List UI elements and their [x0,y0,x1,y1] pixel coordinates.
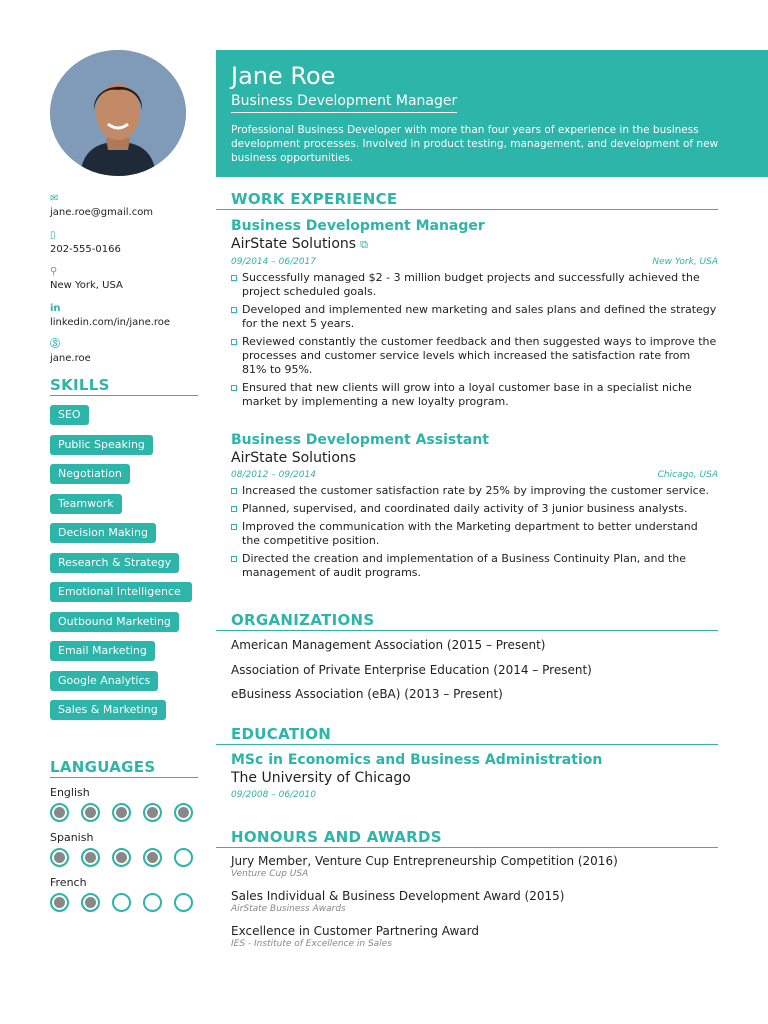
skill-tag: Sales & Marketing [50,700,166,720]
profile-summary: Professional Business Developer with more than four years of experience in the business development processes. Involved in product testing, management, and development of new business opportunities. [231,124,719,164]
award-organization: IES - Institute of Excellence in Sales [231,939,392,949]
achievement-item: Increased the customer satisfaction rate by 25% by improving the customer service. [231,484,718,498]
job-achievements [231,484,718,580]
language-name: Spanish [50,831,94,844]
job-entry-meta [231,469,718,481]
skill-tag: Outbound Marketing [50,612,179,632]
education-heading: EDUCATION [216,725,718,745]
job-entry-company [231,235,718,254]
level-dot-filled [50,848,69,867]
email-icon: ✉ [50,193,59,204]
level-dot-filled [81,803,100,822]
resume-header [216,50,768,177]
skype-icon: Ⓢ [50,339,60,350]
phone-icon: ▯ [50,229,56,241]
level-dot-filled [50,893,69,912]
contact-linkedin-text[interactable]: linkedin.com/in/jane.roe [50,316,171,328]
award-title: Sales Individual & Business Development Award (2015) [231,889,565,903]
achievement-item: Directed the creation and implementation of a Business Continuity Plan, and the management of audit programs. [231,552,718,580]
language-item [50,876,210,921]
work-experience-heading: WORK EXPERIENCE [216,190,718,210]
award-organization: AirState Business Awards [231,904,346,914]
skill-tag: Teamwork [50,494,122,514]
skill-tag: Google Analytics [50,671,158,691]
job-entry [231,431,718,584]
level-dot-filled [174,803,193,822]
job-achievements [231,271,718,409]
level-dot-empty [112,893,131,912]
achievement-item: Developed and implemented new marketing and sales plans and defined the strategy for the next 5 years. [231,303,718,331]
skill-tag: SEO [50,405,89,425]
languages-list [50,786,210,921]
skill-tag: Negotiation [50,464,130,484]
level-dot-empty [143,893,162,912]
skill-tag: Public Speaking [50,435,153,455]
contact-skype-text[interactable]: jane.roe [50,353,91,364]
job-entry-company [231,449,718,467]
contact-email-text[interactable]: jane.roe@gmail.com [50,207,154,218]
award-item [231,923,718,950]
language-item [50,786,210,831]
award-title: Excellence in Customer Partnering Award [231,924,479,938]
level-dot-filled [143,848,162,867]
award-item [231,888,718,915]
linkedin-icon: in [50,302,61,314]
skill-tag: Research & Strategy [50,553,179,573]
contact-phone [50,229,210,266]
skill-tag: Emotional Intelligence [50,582,192,602]
skills-heading: SKILLS [50,376,198,396]
job-title: Business Development Manager [231,92,457,113]
language-level-dots [50,803,210,822]
level-dot-empty [174,848,193,867]
awards-heading: HONOURS AND AWARDS [216,828,718,848]
language-level-dots [50,848,210,867]
achievement-item: Reviewed constantly the customer feedback and then suggested ways to improve the processes and customer service levels which increased the satisfaction rate from 81% to 95%. [231,335,718,377]
location-icon: ⚲ [50,266,58,277]
company-name: AirState Solutions [231,236,357,252]
job-entry-title: Business Development Manager [231,218,485,234]
contact-phone-text[interactable]: 202-555-0166 [50,243,121,255]
organization-item: eBusiness Association (eBA) (2013 – Present) [231,687,503,701]
level-dot-filled [112,848,131,867]
organizations-heading: ORGANIZATIONS [216,611,718,631]
contact-email [50,192,210,229]
award-organization: Venture Cup USA [231,869,309,879]
degree-title: MSc in Economics and Business Administration [231,752,603,768]
level-dot-filled [81,848,100,867]
achievement-item: Successfully managed $2 - 3 million budget projects and successfully achieved the project scheduled goals. [231,271,718,299]
skills-list [50,405,198,730]
external-link-icon[interactable]: ⧉ [360,238,368,251]
contact-skype [50,338,210,375]
job-entry-meta [231,256,718,268]
skill-tag: Decision Making [50,523,156,543]
language-item [50,831,210,876]
job-dates: 09/2014 – 06/2017 [231,257,316,267]
achievement-item: Ensured that new clients will grow into a loyal customer base in a specialist niche market by implementing a new loyalty program. [231,381,718,409]
education-entry [231,751,718,804]
achievement-item: Improved the communication with the Marketing department to better understand the competitive position. [231,520,718,548]
level-dot-filled [143,803,162,822]
contact-location [50,265,210,302]
organization-item: American Management Association (2015 – Present) [231,638,546,652]
level-dot-filled [112,803,131,822]
level-dot-empty [174,893,193,912]
education-dates: 09/2008 – 06/2010 [231,790,316,800]
award-title: Jury Member, Venture Cup Entrepreneurship Competition (2016) [231,854,618,868]
language-level-dots [50,893,210,912]
contact-linkedin [50,302,210,339]
skill-tag: Email Marketing [50,641,155,661]
achievement-item: Planned, supervised, and coordinated daily activity of 3 junior business analysts. [231,502,718,516]
language-name: English [50,786,90,799]
contact-location-text: New York, USA [50,280,123,291]
level-dot-filled [81,893,100,912]
school-name: The University of Chicago [231,770,411,786]
full-name: Jane Roe [231,62,336,90]
job-location: Chicago, USA [657,470,718,480]
profile-photo-image [50,50,186,176]
organization-item: Association of Private Enterprise Education (2014 – Present) [231,662,592,677]
job-entry [231,217,718,413]
languages-heading: LANGUAGES [50,758,198,778]
awards-list [231,853,718,958]
contact-list [50,192,210,375]
award-item [231,853,718,880]
company-name: AirState Solutions [231,450,357,466]
job-entry-title: Business Development Assistant [231,432,489,448]
language-name: French [50,876,87,889]
job-dates: 08/2012 – 09/2014 [231,470,316,480]
education-meta [231,789,718,801]
organizations-list [231,637,718,711]
job-location: New York, USA [652,257,718,267]
level-dot-filled [50,803,69,822]
profile-photo [50,50,186,176]
